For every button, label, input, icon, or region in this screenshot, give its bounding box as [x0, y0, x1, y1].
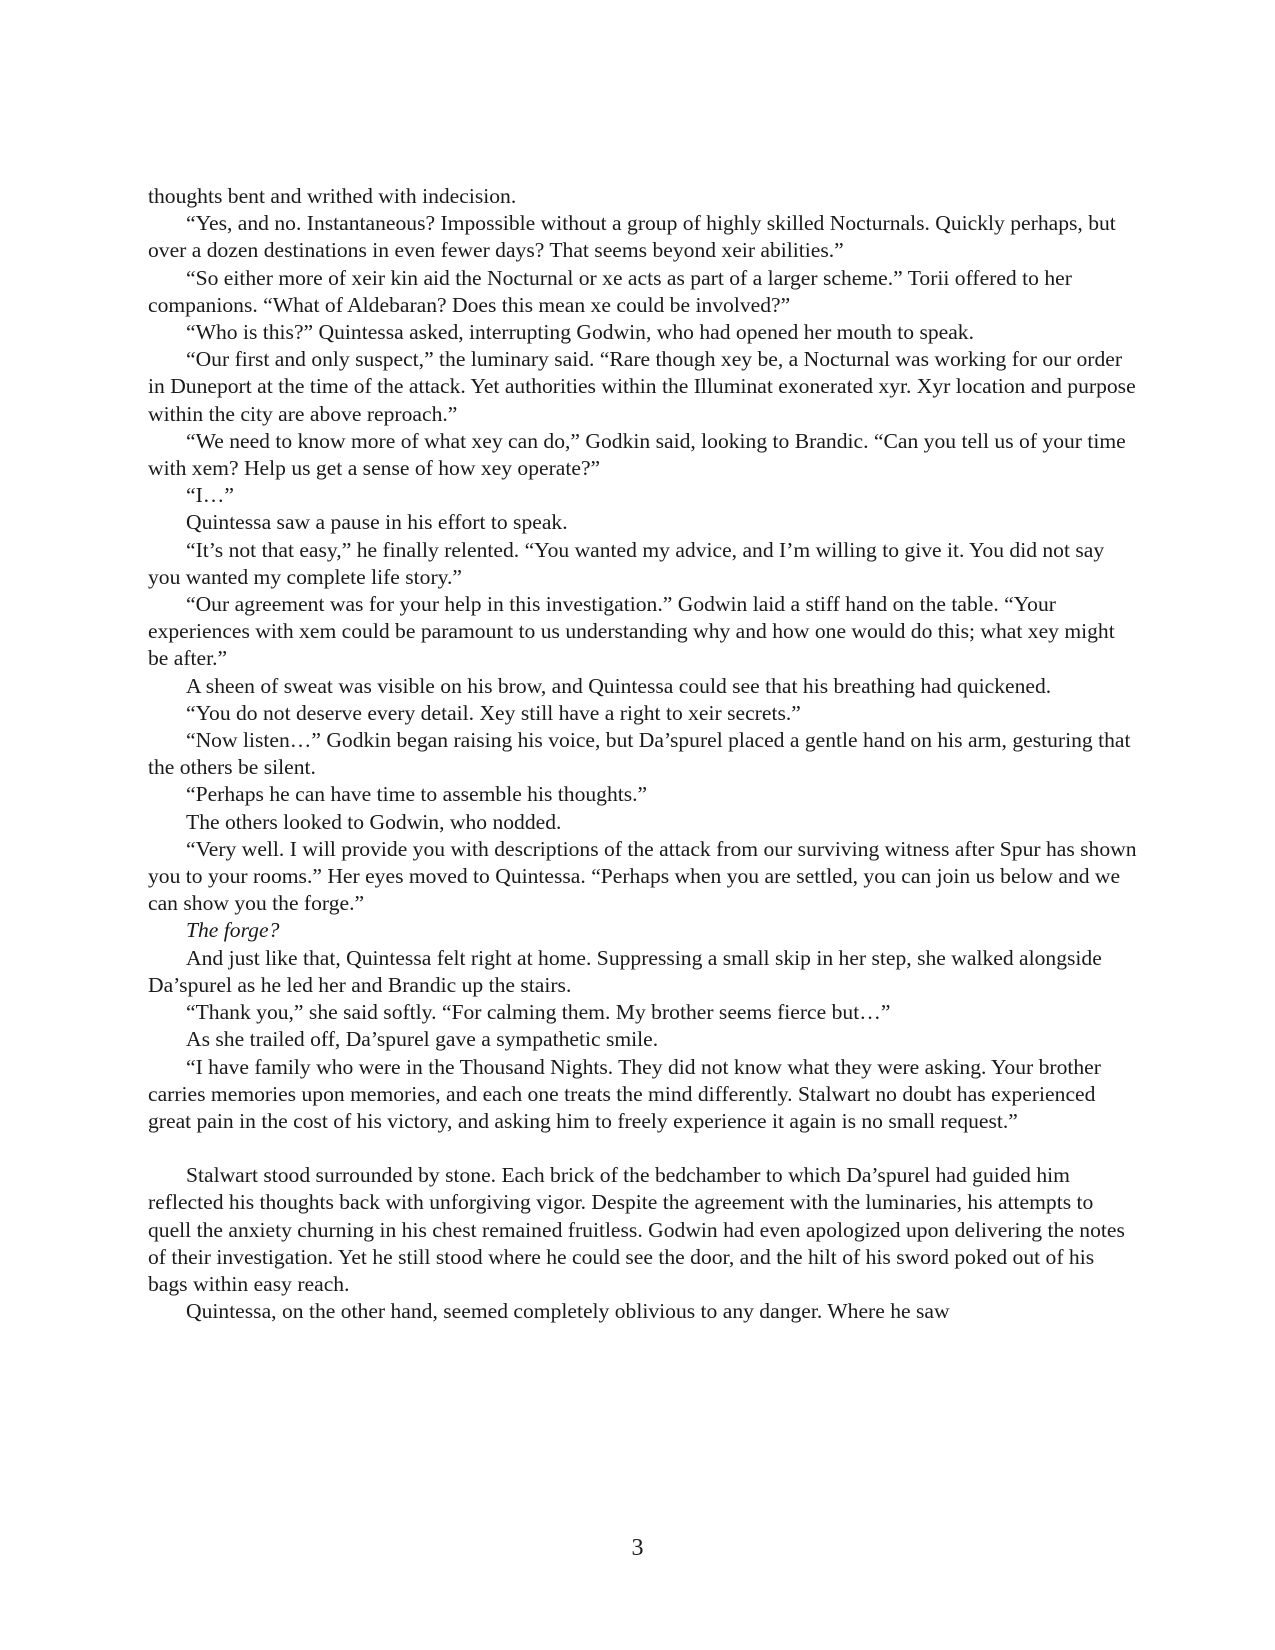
paragraph: “Now listen…” Godkin began raising his voice, but Da’spurel placed a gentle hand on his arm, gesturing that the others be silent.	[148, 728, 1131, 780]
paragraph: “It’s not that easy,” he finally relented. “You wanted my advice, and I’m willing to give it. You did not say you wanted my complete life story.”	[148, 537, 1105, 589]
paragraph: “Our first and only suspect,” the luminary said. “Rare though xey be, a Nocturnal was working for our order in Duneport at the time of the attack. Yet authorities within the Illuminat exonerated xyr. Xyr location and purpose within the city are above reproach.”	[148, 347, 1136, 426]
paragraph: “Perhaps he can have time to assemble his thoughts.”	[186, 782, 648, 807]
paragraph: And just like that, Quintessa felt right at home. Suppressing a small skip in her step, she walked alongside Da’spurel as he led her and Brandic up the stairs.	[148, 945, 1102, 997]
page-number: 3	[631, 1535, 644, 1561]
paragraph: The others looked to Godwin, who nodded.	[186, 809, 562, 834]
paragraph: “We need to know more of what xey can do,” Godkin said, looking to Brandic. “Can you tell us of your time with xem? Help us get a sense of how xey operate?”	[148, 428, 1126, 481]
italic-thought: The forge?	[186, 918, 280, 943]
paragraph: “Thank you,” she said softly. “For calming them. My brother seems fierce but…”	[186, 1000, 891, 1025]
paragraph: Quintessa saw a pause in his effort to speak.	[186, 510, 568, 535]
paragraph: “I…”	[186, 483, 234, 508]
paragraph: thoughts bent and writhed with indecision.	[148, 184, 517, 208]
page-body	[148, 183, 1138, 1325]
paragraph: “You do not deserve every detail. Xey still have a right to xeir secrets.”	[186, 700, 801, 725]
paragraph: Quintessa, on the other hand, seemed completely oblivious to any danger. Where he saw	[186, 1299, 950, 1324]
paragraph: “Our agreement was for your help in this investigation.” Godwin laid a stiff hand on the table. “Your experiences with xem could be paramount to us understanding why and how one would do this; what xey might be after.”	[148, 592, 1115, 671]
paragraph: “I have family who were in the Thousand Nights. They did not know what they were asking. Your brother carries memories upon memories, and each one treats the mind differently. Stalwart no doubt has experienced great pain in the cost of his victory, and asking him to freely experience it again is no small request.”	[148, 1054, 1101, 1133]
paragraph: A sheen of sweat was visible on his brow, and Quintessa could see that his breathing had quickened.	[186, 673, 1052, 698]
paragraph: As she trailed off, Da’spurel gave a sympathetic smile.	[186, 1027, 659, 1052]
paragraph: “Very well. I will provide you with descriptions of the attack from our surviving witness after Spur has shown you to your rooms.” Her eyes moved to Quintessa. “Perhaps when you are settled, you can join us below and we can show you the forge.”	[148, 836, 1137, 916]
paragraph: “Yes, and no. Instantaneous? Impossible without a group of highly skilled Nocturnals. Quickly perhaps, but over a dozen destinations in even fewer days? That seems beyond xeir abilities.”	[148, 211, 1116, 263]
paragraph: “So either more of xeir kin aid the Nocturnal or xe acts as part of a larger scheme.” Torii offered to her companions. “What of Aldebaran? Does this mean xe could be involved?”	[148, 265, 1072, 317]
paragraph: “Who is this?” Quintessa asked, interrupting Godwin, who had opened her mouth to speak.	[186, 320, 975, 345]
paragraph: Stalwart stood surrounded by stone. Each brick of the bedchamber to which Da’spurel had guided him reflected his thoughts back with unforgiving vigor. Despite the agreement with the luminaries, his attempts to quell the anxiety churning in his chest remained fruitless. Godwin had even apologized upon delivering the notes of their investigation. Yet he still stood where he could see the door, and the hilt of his sword poked out of his bags within easy reach.	[148, 1163, 1125, 1296]
